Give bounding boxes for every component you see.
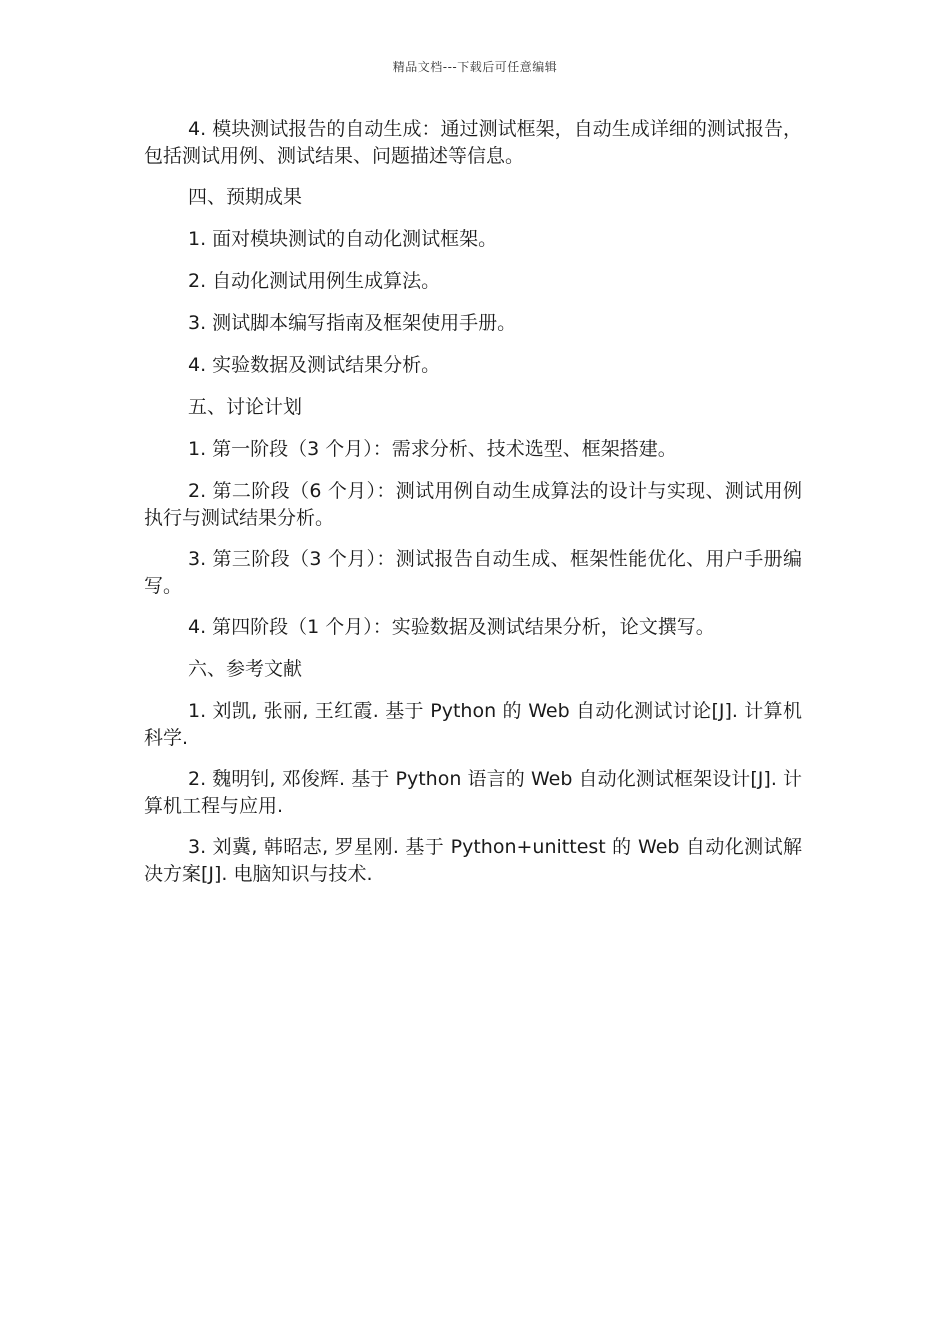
section-heading-expected-results: 四、预期成果 xyxy=(188,186,303,208)
plan-stage-4: 4. 第四阶段（1 个月）：实验数据及测试结果分析，论文撰写。 xyxy=(188,616,715,638)
plan-stage-1: 1. 第一阶段（3 个月）：需求分析、技术选型、框架搭建。 xyxy=(188,438,677,460)
reference-2: 2. 魏明钊, 邓俊辉. 基于 Python 语言的 Web 自动化测试框架设计[J]. 计算机工程与应用. xyxy=(144,768,802,817)
result-item-1: 1. 面对模块测试的自动化测试框架。 xyxy=(188,228,498,250)
reference-1: 1. 刘凯, 张丽, 王红霞. 基于 Python 的 Web 自动化测试讨论[J]. 计算机科学. xyxy=(144,700,802,749)
section-heading-plan: 五、讨论计划 xyxy=(188,396,303,418)
result-item-4: 4. 实验数据及测试结果分析。 xyxy=(188,354,441,376)
plan-stage-2: 2. 第二阶段（6 个月）：测试用例自动生成算法的设计与实现、测试用例执行与测试结果分析。 xyxy=(144,480,802,529)
header-note: 精品文档---下载后可任意编辑 xyxy=(392,60,558,74)
document-body xyxy=(144,116,802,902)
result-item-3: 3. 测试脚本编写指南及框架使用手册。 xyxy=(188,312,517,334)
plan-stage-3: 3. 第三阶段（3 个月）：测试报告自动生成、框架性能优化、用户手册编写。 xyxy=(144,548,802,597)
result-item-2: 2. 自动化测试用例生成算法。 xyxy=(188,270,441,292)
reference-3: 3. 刘冀, 韩昭志, 罗星刚. 基于 Python+unittest 的 Web 自动化测试解决方案[J]. 电脑知识与技术. xyxy=(144,836,802,885)
section-heading-references: 六、参考文献 xyxy=(188,658,303,680)
paragraph-report-generation: 4. 模块测试报告的自动生成：通过测试框架，自动生成详细的测试报告，包括测试用例、测试结果、问题描述等信息。 xyxy=(144,118,802,167)
